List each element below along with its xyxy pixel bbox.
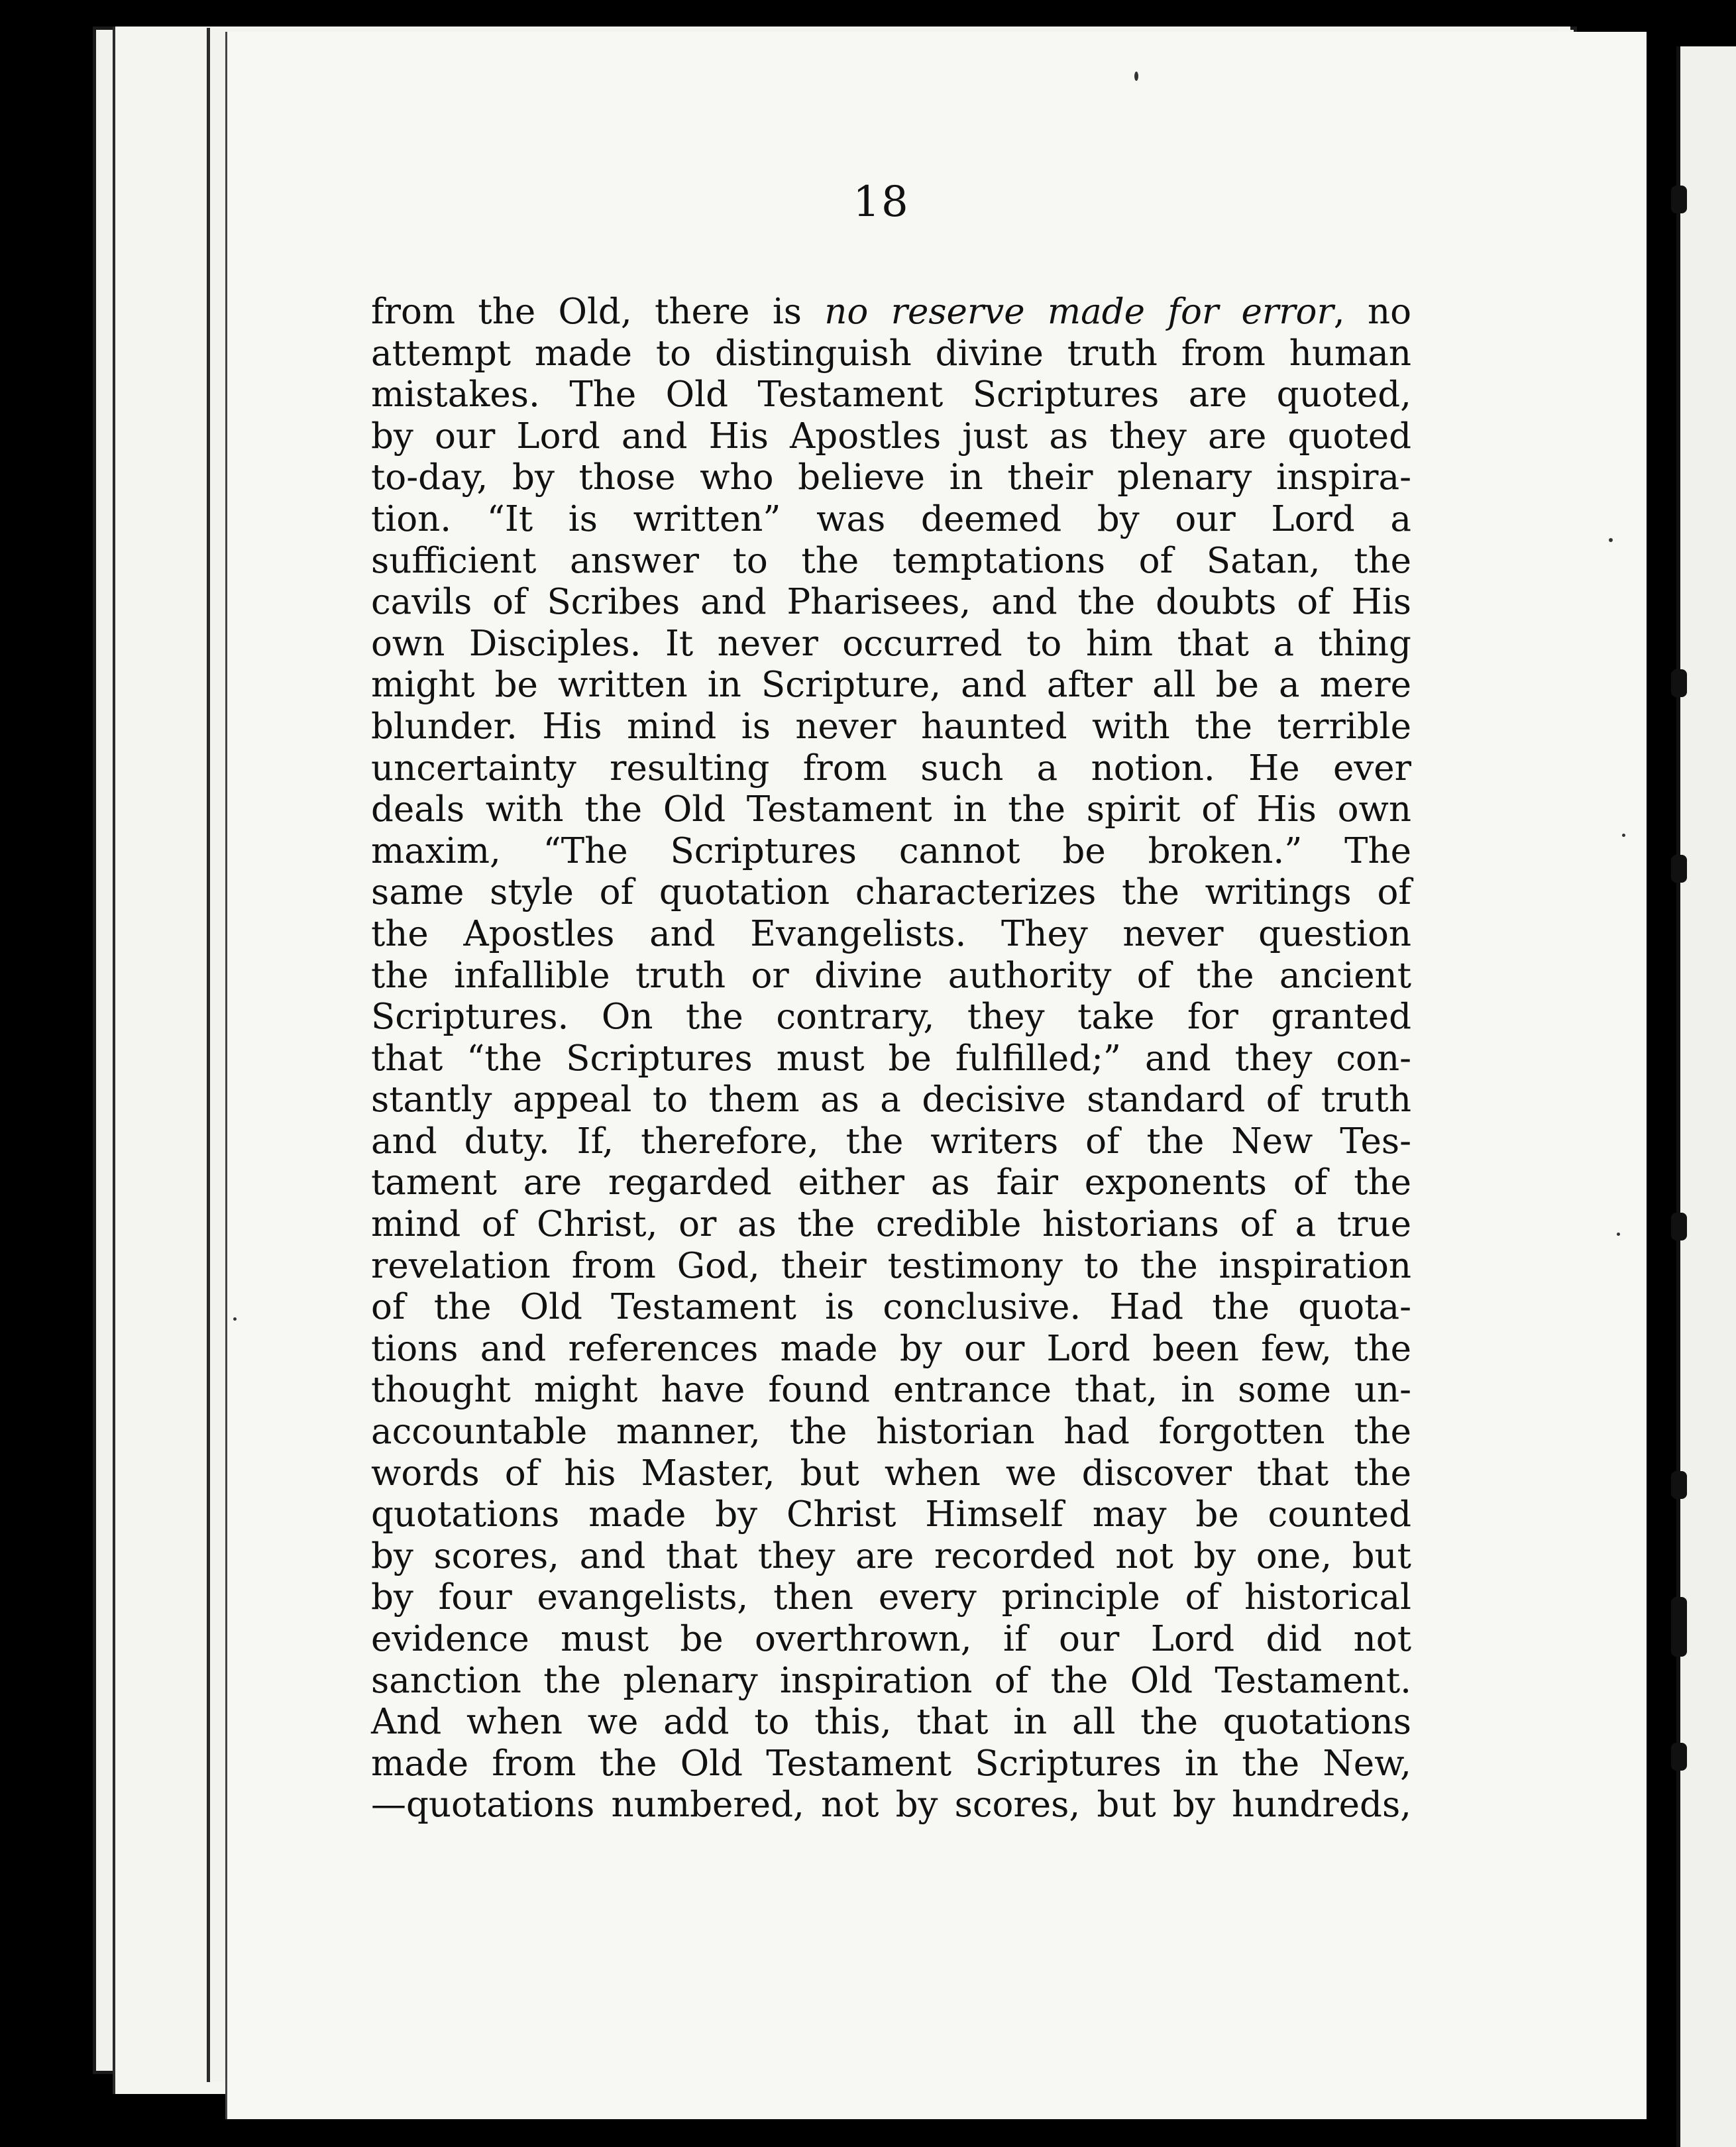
text-line: tion. “It is written” was deemed by our Lord a bbox=[371, 498, 1411, 539]
text-line: same style of quotation characterizes the writings of bbox=[371, 872, 1411, 913]
text-line: by four evangelists, then every principle of historical bbox=[371, 1577, 1411, 1618]
text-line: tions and references made by our Lord been few, the bbox=[371, 1328, 1411, 1369]
body-text bbox=[371, 292, 1411, 1826]
text-line-start: from the Old, there is bbox=[371, 292, 825, 332]
page-number: 18 bbox=[853, 178, 910, 227]
text-line: and duty. If, therefore, the writers of the New Tes- bbox=[371, 1121, 1411, 1162]
paper-speck bbox=[1622, 834, 1625, 837]
emphasized-phrase: no reserve made for error bbox=[824, 292, 1334, 332]
text-line: the infallible truth or divine authority of the ancient bbox=[371, 955, 1411, 996]
text-line: uncertainty resulting from such a notion. He ever bbox=[371, 747, 1411, 789]
text-line: accountable manner, the historian had forgotten the bbox=[371, 1411, 1411, 1453]
text-line: maxim, “The Scriptures cannot be broken.” The bbox=[371, 830, 1411, 871]
text-line-end: , no bbox=[1333, 292, 1411, 332]
text-line: thought might have found entrance that, in some un- bbox=[371, 1370, 1411, 1411]
text-line: by scores, and that they are recorded not by one, but bbox=[371, 1535, 1411, 1576]
text-line: stantly appeal to them as a decisive standard of truth bbox=[371, 1079, 1411, 1121]
text-line bbox=[371, 292, 1411, 333]
text-line: Scriptures. On the contrary, they take for granted bbox=[371, 997, 1411, 1038]
paper-speck bbox=[233, 1317, 237, 1321]
text-line: deals with the Old Testament in the spirit of His own bbox=[371, 789, 1411, 830]
text-line: mistakes. The Old Testament Scriptures are quoted, bbox=[371, 374, 1411, 415]
binding-stitch bbox=[1671, 1213, 1687, 1240]
binding-stitch bbox=[1671, 1743, 1687, 1771]
binding-stitch bbox=[1671, 1597, 1687, 1657]
text-line: cavils of Scribes and Pharisees, and the doubts of His bbox=[371, 582, 1411, 623]
text-line: And when we add to this, that in all the quotations bbox=[371, 1702, 1411, 1743]
paper-speck bbox=[1617, 1233, 1620, 1236]
text-line: mind of Christ, or as the credible historians of a true bbox=[371, 1204, 1411, 1245]
text-line: quotations made by Christ Himself may be counted bbox=[371, 1494, 1411, 1535]
text-line: own Disciples. It never occurred to him that a thing bbox=[371, 623, 1411, 664]
paper-speck bbox=[1134, 72, 1138, 81]
text-line: that “the Scriptures must be fulfilled;” and they con- bbox=[371, 1038, 1411, 1079]
text-line: words of his Master, but when we discover that the bbox=[371, 1453, 1411, 1494]
binding-stitch bbox=[1671, 1471, 1687, 1499]
text-line: blunder. His mind is never haunted with the terrible bbox=[371, 706, 1411, 747]
binding-stitch bbox=[1671, 855, 1687, 883]
text-line: the Apostles and Evangelists. They never question bbox=[371, 913, 1411, 954]
text-line: revelation from God, their testimony to the inspiration bbox=[371, 1245, 1411, 1286]
text-line: to-day, by those who believe in their plenary inspira- bbox=[371, 457, 1411, 498]
paper-speck bbox=[1609, 538, 1613, 542]
text-line: evidence must be overthrown, if our Lord did not bbox=[371, 1619, 1411, 1659]
binding-stitch bbox=[1671, 669, 1687, 697]
text-line: sufficient answer to the temptations of Satan, the bbox=[371, 540, 1411, 581]
text-line: might be written in Scripture, and after all be a mere bbox=[371, 665, 1411, 706]
text-line: attempt made to distinguish divine truth from human bbox=[371, 333, 1411, 374]
text-line: of the Old Testament is conclusive. Had the quota- bbox=[371, 1287, 1411, 1328]
facing-page-edge bbox=[1676, 46, 1736, 2147]
text-line: made from the Old Testament Scriptures in the New, bbox=[371, 1743, 1411, 1784]
text-line: tament are regarded either as fair exponents of the bbox=[371, 1162, 1411, 1203]
binding-stitch bbox=[1671, 186, 1687, 213]
text-line: by our Lord and His Apostles just as they are quoted bbox=[371, 415, 1411, 457]
text-line: —quotations numbered, not by scores, but by hundreds, bbox=[371, 1785, 1411, 1826]
text-line: sanction the plenary inspiration of the Old Testament. bbox=[371, 1660, 1411, 1701]
